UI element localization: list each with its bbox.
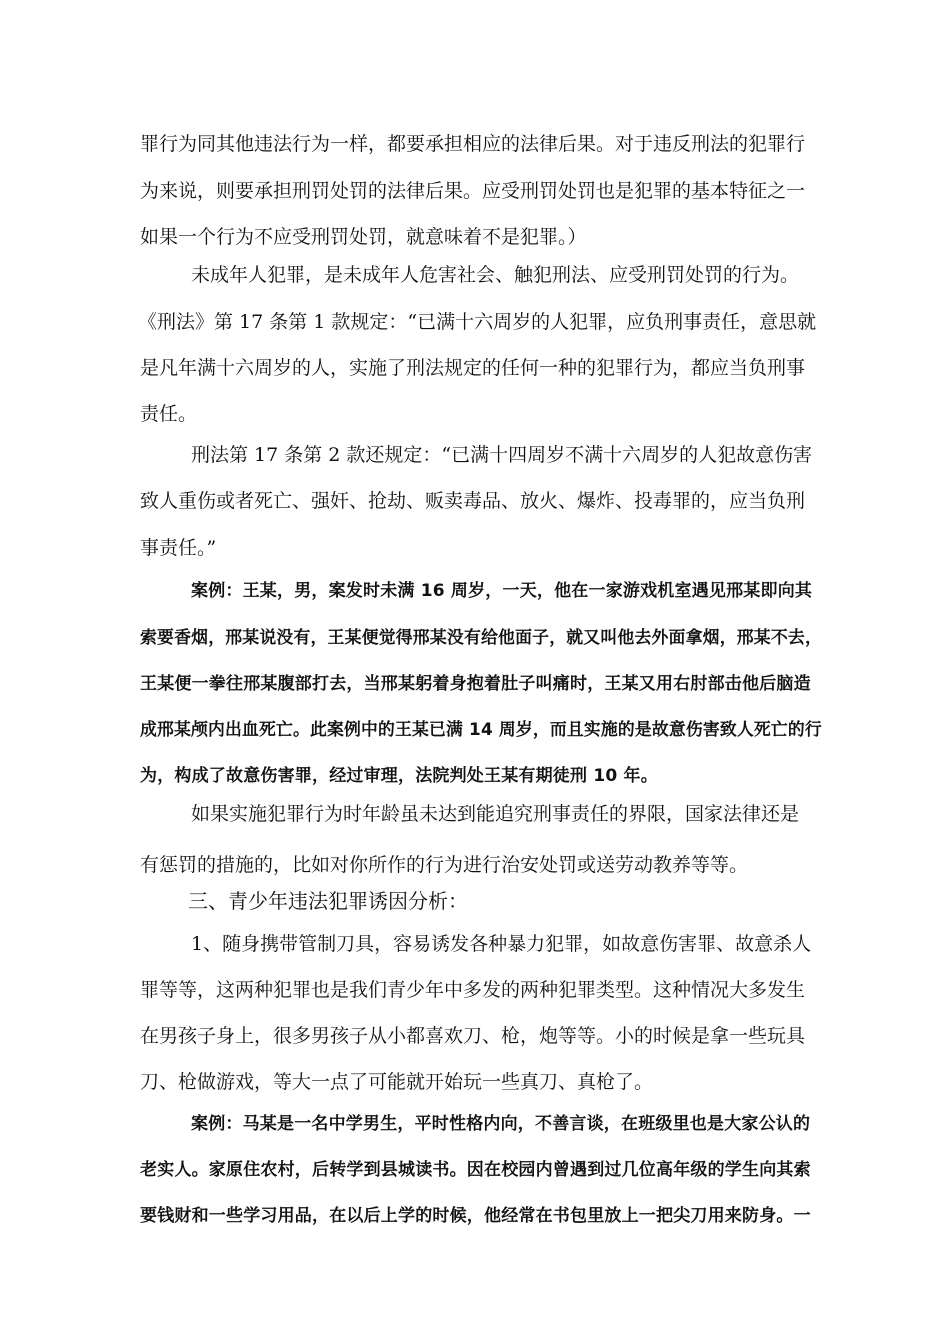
text-line: 有惩罚的措施的，比如对你所作的行为进行治安处罚或送劳动教养等等。	[140, 854, 749, 876]
text-line: 是凡年满十六周岁的人，实施了刑法规定的任何一种的犯罪行为，都应当负刑事	[140, 357, 806, 379]
text-line: 为来说，则要承担刑罚处罚的法律后果。应受刑罚处罚也是犯罪的基本特征之一	[140, 180, 806, 202]
case-text-line: 老实人。家原住农村，后转学到县城读书。因在校园内曾遇到过几位高年级的学生向其索	[140, 1160, 811, 1180]
text-line: 如果实施犯罪行为时年龄虽未达到能追究刑事责任的界限，国家法律还是	[191, 803, 800, 825]
text-line: 刑法第 17 条第 2 款还规定：“已满十四周岁不满十六周岁的人犯故意伤害	[191, 444, 813, 466]
text-line: 如果一个行为不应受刑罚处罚，就意味着不是犯罪。）	[140, 226, 587, 248]
case-text-line: 要钱财和一些学习用品，在以后上学的时候，他经常在书包里放上一把尖刀用来防身。一	[140, 1206, 811, 1226]
case-text-line: 成邢某颅内出血死亡。此案例中的王某已满 14 周岁，而且实施的是故意伤害致人死亡的行	[140, 720, 822, 740]
case-text-line: 案例：王某，男，案发时未满 16 周岁，一天，他在一家游戏机室遇见邢某即向其	[191, 581, 813, 601]
text-line: 在男孩子身上，很多男孩子从小都喜欢刀、枪，炮等等。小的时候是拿一些玩具	[140, 1025, 806, 1047]
case-text-line: 索要香烟，邢某说没有，王某便觉得邢某没有给他面子，就又叫他去外面拿烟，邢某不去，	[140, 628, 823, 648]
text-line: 罪行为同其他违法行为一样，都要承担相应的法律后果。对于违反刑法的犯罪行	[140, 133, 806, 155]
text-line: 罪等等，这两种犯罪也是我们青少年中多发的两种犯罪类型。这种情况大多发生	[140, 979, 806, 1001]
case-text-line: 案例：马某是一名中学男生，平时性格内向，不善言谈，在班级里也是大家公认的	[191, 1114, 811, 1134]
text-line: 致人重伤或者死亡、强奸、抢劫、贩卖毒品、放火、爆炸、投毒罪的，应当负刑	[140, 490, 806, 512]
text-line: 刀、枪做游戏，等大一点了可能就开始玩一些真刀、真枪了。	[140, 1071, 654, 1093]
text-line: 1、随身携带管制刀具，容易诱发各种暴力犯罪，如故意伤害罪、故意杀人	[191, 933, 812, 955]
text-line: 《刑法》第 17 条第 1 款规定：“已满十六周岁的人犯罪，应负刑事责任，意思就	[138, 311, 817, 333]
case-text-line: 王某便一拳往邢某腹部打去，当邢某躬着身抱着肚子叫痛时，王某又用右肘部击他后脑造	[140, 674, 811, 694]
case-text-line: 为，构成了故意伤害罪，经过审理，法院判处王某有期徒刑 10 年。	[140, 766, 658, 786]
text-line: 责任。	[140, 403, 198, 425]
text-line: 事责任。”	[140, 537, 217, 559]
text-line: 未成年人犯罪，是未成年人危害社会、触犯刑法、应受刑罚处罚的行为。	[191, 264, 800, 286]
section-heading: 三、青少年违法犯罪诱因分析：	[188, 889, 468, 913]
